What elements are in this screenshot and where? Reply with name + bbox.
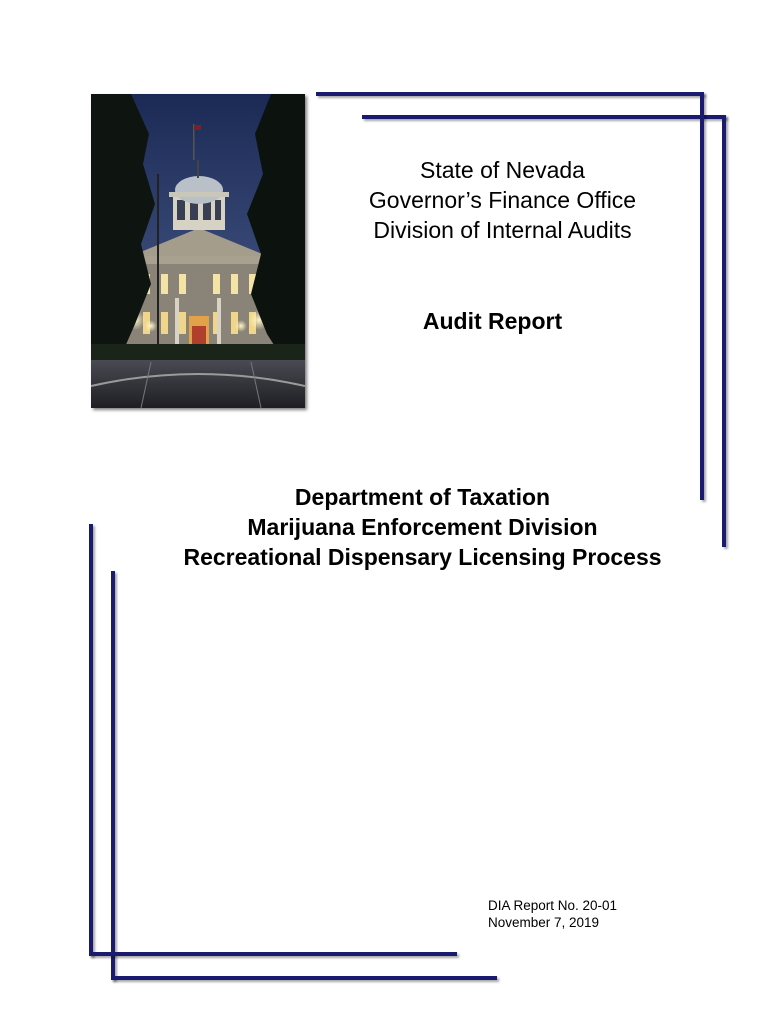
agency-heading: [330, 155, 675, 245]
subject-division: Marijuana Enforcement Division: [247, 514, 598, 540]
border-rule-top-outer: [316, 92, 704, 96]
subject-process: Recreational Dispensary Licensing Process: [183, 544, 662, 570]
report-subject: [140, 482, 705, 572]
border-rule-bottom-outer: [89, 952, 457, 956]
division-name: Division of Internal Audits: [373, 217, 632, 243]
border-rule-left-inner: [111, 571, 115, 980]
border-rule-top-inner: [362, 115, 726, 119]
border-rule-bottom-inner: [111, 976, 497, 980]
state-name: State of Nevada: [420, 157, 585, 183]
border-rule-right-outer: [700, 92, 704, 500]
report-number: DIA Report No. 20-01: [488, 898, 618, 913]
border-rule-right-inner: [722, 115, 726, 547]
office-name: Governor’s Finance Office: [368, 187, 637, 213]
border-rule-left-outer: [89, 524, 93, 956]
report-date: November 7, 2019: [488, 915, 600, 930]
report-meta: [488, 897, 617, 931]
subject-department: Department of Taxation: [294, 484, 551, 510]
capitol-building-photo: [91, 94, 305, 408]
report-type-title: Audit Report: [422, 308, 563, 334]
